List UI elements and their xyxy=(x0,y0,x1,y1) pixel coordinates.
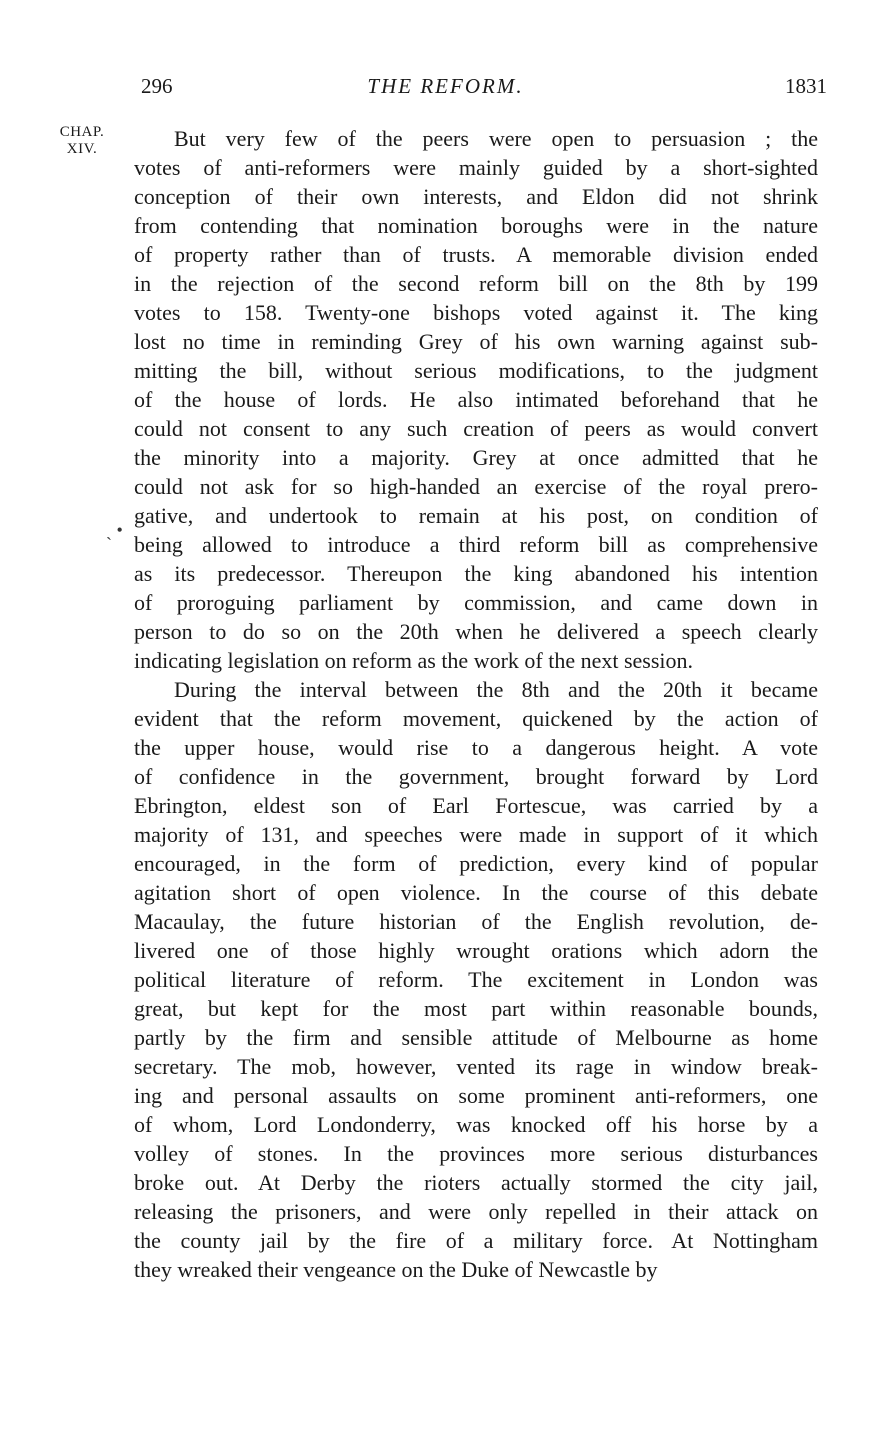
text-line: political literature of reform. The excitement in London was xyxy=(134,967,818,992)
text-line: partly by the firm and sensible attitude of Melbourne as home xyxy=(134,1025,818,1050)
text-line: ing and personal assaults on some prominent anti-reformers, one xyxy=(134,1083,818,1108)
text-line: lost no time in reminding Grey of his own warning against sub- xyxy=(134,329,818,354)
text-line: of property rather than of trusts. A memorable division ended xyxy=(134,242,818,267)
chapter-label-line1: CHAP. xyxy=(59,124,105,140)
text-line: Ebrington, eldest son of Earl Fortescue, was carried by a xyxy=(134,793,818,818)
text-line: gative, and undertook to remain at his post, on condition of xyxy=(134,503,818,528)
chapter-margin-label xyxy=(36,124,128,158)
running-year: 1831 xyxy=(785,74,827,98)
paragraph xyxy=(134,675,818,1284)
text-line: could not ask for so high-handed an exercise of the royal prero- xyxy=(134,474,818,499)
text-line: the upper house, would rise to a dangerous height. A vote xyxy=(134,735,818,760)
text-line: But very few of the peers were open to persuasion ; the xyxy=(174,126,818,151)
text-line: votes of anti-reformers were mainly guided by a short-sighted xyxy=(134,155,818,180)
text-line: votes to 158. Twenty-one bishops voted against it. The king xyxy=(134,300,818,325)
running-title: THE REFORM. xyxy=(367,74,524,98)
text-line: the minority into a majority. Grey at once admitted that he xyxy=(134,445,818,470)
text-line: they wreaked their vengeance on the Duke of Newcastle by xyxy=(134,1257,658,1282)
text-line: mitting the bill, without serious modifications, to the judgment xyxy=(134,358,818,383)
text-line: broke out. At Derby the rioters actually stormed the city jail, xyxy=(134,1170,818,1195)
text-line: encouraged, in the form of prediction, every kind of popular xyxy=(134,851,818,876)
body-text xyxy=(134,124,818,1284)
text-line: as its predecessor. Thereupon the king abandoned his intention xyxy=(134,561,818,586)
text-line: of the house of lords. He also intimated beforehand that he xyxy=(134,387,818,412)
margin-mark: ˏ • xyxy=(106,520,123,540)
running-head xyxy=(0,74,891,108)
text-line: secretary. The mob, however, vented its rage in window break- xyxy=(134,1054,818,1079)
chapter-label-line2: XIV. xyxy=(66,141,98,157)
text-line: majority of 131, and speeches were made in support of it which xyxy=(134,822,818,847)
text-line: During the interval between the 8th and the 20th it became xyxy=(174,677,818,702)
text-line: volley of stones. In the provinces more serious disturbances xyxy=(134,1141,818,1166)
text-line: of proroguing parliament by commission, and came down in xyxy=(134,590,818,615)
text-line: indicating legislation on reform as the work of the next session. xyxy=(134,648,694,673)
text-line: livered one of those highly wrought orations which adorn the xyxy=(134,938,818,963)
text-line: being allowed to introduce a third reform bill as comprehensive xyxy=(134,532,818,557)
text-line: person to do so on the 20th when he delivered a speech clearly xyxy=(134,619,818,644)
text-line: in the rejection of the second reform bill on the 8th by 199 xyxy=(134,271,818,296)
page-number: 296 xyxy=(141,74,173,98)
text-line: releasing the prisoners, and were only repelled in their attack on xyxy=(134,1199,818,1224)
text-line: of whom, Lord Londonderry, was knocked off his horse by a xyxy=(134,1112,818,1137)
text-line: great, but kept for the most part within reasonable bounds, xyxy=(134,996,818,1021)
text-line: conception of their own interests, and Eldon did not shrink xyxy=(134,184,818,209)
text-line: of confidence in the government, brought forward by Lord xyxy=(134,764,818,789)
text-line: the county jail by the fire of a military force. At Nottingham xyxy=(134,1228,818,1253)
paragraph-container xyxy=(134,124,818,1284)
text-line: Macaulay, the future historian of the English revolution, de- xyxy=(134,909,818,934)
paragraph xyxy=(134,124,818,675)
text-line: agitation short of open violence. In the course of this debate xyxy=(134,880,818,905)
text-line: could not consent to any such creation of peers as would convert xyxy=(134,416,818,441)
text-line: evident that the reform movement, quickened by the action of xyxy=(134,706,818,731)
text-line: from contending that nomination boroughs were in the nature xyxy=(134,213,818,238)
